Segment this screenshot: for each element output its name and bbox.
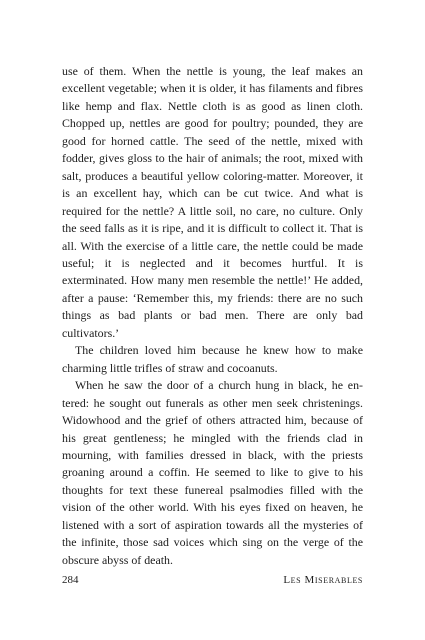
running-title: Les Miserables [283,574,363,586]
paragraph-nettle-continuation: use of them. When the nettle is young, the leaf makes an excellent vegetable; when it is older, it has filaments and fibres like hemp and flax. Nettle cloth is as good as linen cloth. Chopped up, nettles are good for poultry; pounded, they are good for horned cattle. The seed of the nettle, mixed with fodder, gives gloss to the hair of animals; the root, mixed with salt, produces a beautiful yellow coloring-matter. Moreover, it is an excellent hay, which can be cut twice. And what is required for the nettle? A little soil, no care, no culture. Only the seed falls as it is ripe, and it is difficult to collect it. That is all. With the exercise of a little care, the nettle could be made useful; it is neglected and it becomes hurtful. It is exterminated. How many men resemble the nettle!’ He added, after a pause: ‘Remember this, my friends: there are no such things as bad plants or bad men. There are only bad cultivators.’ [62,64,363,340]
page-footer [62,574,363,588]
page-number: 284 [62,574,79,586]
paragraph-church-funerals: When he saw the door of a church hung in black, he entered: he sought out funerals as other men seek christenings. Widowhood and the grief of others attracted him, because of his great gentleness; he mingled with the friends clad in mourning, with families dressed in black, with the priests groaning around a coffin. He seemed to like to give to his thoughts for text these funereal psalmodies filled with the vision of the other world. With his eyes fixed on heaven, he listened with a sort of aspiration towards all the mysteries of the infinite, those sad voices which sing on the verge of the obscure abyss of death. [62,378,363,567]
paragraph-children: The children loved him because he knew how to make charming little trifles of straw and cocoanuts. [62,343,363,375]
body-text [62,63,363,569]
